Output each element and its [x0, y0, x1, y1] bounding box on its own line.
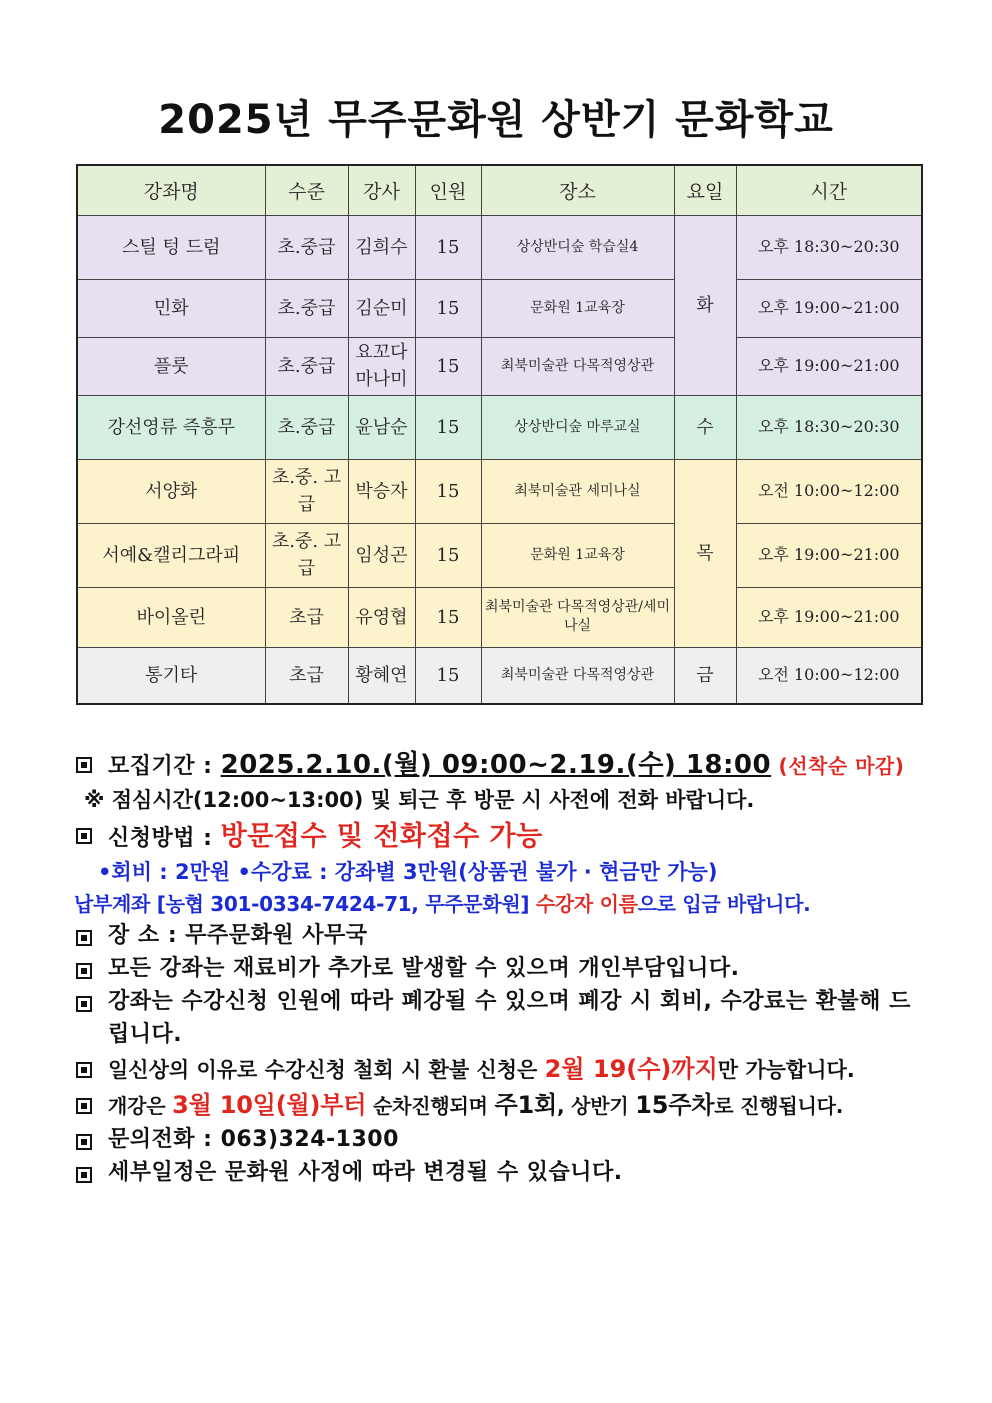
cell-count: 15 — [415, 459, 481, 523]
cell-course: 스틸 텅 드럼 — [77, 215, 265, 279]
cell-place: 문화원 1교육장 — [481, 279, 674, 337]
square-bullet-icon — [76, 963, 92, 979]
cancel-text: 강좌는 수강신청 인원에 따라 폐강될 수 있으며 폐강 시 회비, 수강료는 환불해 드립니다. — [108, 988, 911, 1047]
recruit-label: 모집기간 : — [108, 754, 221, 779]
recruit-period-line — [74, 746, 934, 785]
refund-line — [74, 1051, 934, 1087]
table-row — [77, 215, 922, 279]
cell-time: 오후 19:00~21:00 — [736, 279, 922, 337]
cell-day: 목 — [674, 459, 736, 647]
table-row — [77, 395, 922, 459]
cell-teacher: 박승자 — [348, 459, 415, 523]
header-course: 강좌명 — [77, 165, 265, 215]
cell-count: 15 — [415, 523, 481, 587]
start-weeks: 15주차 — [635, 1090, 715, 1119]
square-bullet-icon — [76, 1062, 92, 1078]
cell-time: 오후 19:00~21:00 — [736, 587, 922, 647]
cell-time: 오전 10:00~12:00 — [736, 647, 922, 704]
material-text: 모든 강좌는 재료비가 추가로 발생할 수 있으며 개인부담입니다. — [108, 955, 740, 981]
cell-teacher: 요꼬다 마나미 — [348, 337, 415, 395]
cell-place: 상상반디숲 학습실4 — [481, 215, 674, 279]
table-row — [77, 647, 922, 704]
account-line — [74, 889, 934, 919]
start-line — [74, 1087, 934, 1123]
cell-course: 강선영류 즉흥무 — [77, 395, 265, 459]
cell-time: 오후 19:00~21:00 — [736, 337, 922, 395]
cell-day: 금 — [674, 647, 736, 704]
cell-day: 수 — [674, 395, 736, 459]
cell-count: 15 — [415, 337, 481, 395]
table-header-row — [77, 165, 922, 215]
square-bullet-icon — [76, 996, 92, 1012]
square-bullet-icon — [76, 757, 92, 773]
cell-count: 15 — [415, 395, 481, 459]
phone-line — [74, 1123, 934, 1156]
header-teacher: 강사 — [348, 165, 415, 215]
recruit-period: 2025.2.10.(월) 09:00~2.19.(수) 18:00 — [220, 750, 772, 780]
cell-count: 15 — [415, 647, 481, 704]
header-level: 수준 — [265, 165, 348, 215]
header-count: 인원 — [415, 165, 481, 215]
cell-course: 플룻 — [77, 337, 265, 395]
square-bullet-icon — [76, 1098, 92, 1114]
material-line — [74, 952, 934, 985]
refund-deadline: 2월 19(수)까지 — [544, 1054, 718, 1083]
start-text-2: 순차진행되며 — [366, 1093, 495, 1118]
header-place: 장소 — [481, 165, 674, 215]
cell-level: 초.중급 — [265, 279, 348, 337]
lunch-notice: ※ 점심시간(12:00~13:00) 및 퇴근 후 방문 시 사전에 전화 바랍니다. — [84, 788, 755, 812]
location-line — [74, 919, 934, 952]
phone-text: 문의전화 : 063)324-1300 — [108, 1126, 399, 1152]
table-row — [77, 337, 922, 395]
cell-count: 15 — [415, 279, 481, 337]
change-line — [74, 1156, 934, 1189]
cell-course: 바이올린 — [77, 587, 265, 647]
page-title: 2025년 무주문화원 상반기 문화학교 — [158, 97, 834, 143]
apply-method-line — [74, 817, 934, 858]
start-frequency: 주1회 — [494, 1090, 557, 1119]
start-text-4: 로 진행됩니다. — [714, 1093, 844, 1118]
start-date: 3월 10일(월)부터 — [172, 1090, 367, 1119]
cell-level: 초.중. 고급 — [265, 523, 348, 587]
cell-level: 초.중급 — [265, 337, 348, 395]
account-info: 납부계좌 [농협 301-0334-7424-71, 무주문화원] — [74, 891, 536, 916]
cell-time: 오전 10:00~12:00 — [736, 459, 922, 523]
table-row — [77, 587, 922, 647]
cancel-line — [74, 985, 920, 1051]
account-suffix: 으로 입금 바랍니다. — [637, 891, 811, 916]
cell-place: 최북미술관 다목적영상관 — [481, 337, 674, 395]
cell-course: 서예&캘리그라피 — [77, 523, 265, 587]
cell-time: 오후 18:30~20:30 — [736, 215, 922, 279]
refund-suffix: 만 가능합니다. — [717, 1057, 855, 1082]
refund-text: 일신상의 이유로 수강신청 철회 시 환불 신청은 — [108, 1057, 545, 1082]
header-day: 요일 — [674, 165, 736, 215]
recruit-note: (선착순 마감) — [771, 754, 905, 778]
cell-teacher: 황혜연 — [348, 647, 415, 704]
fee-line: •회비 : 2만원 •수강료 : 강좌별 3만원(상품권 불가 · 현금만 가능) — [98, 860, 718, 884]
cell-course: 민화 — [77, 279, 265, 337]
cell-teacher: 김순미 — [348, 279, 415, 337]
cell-teacher: 유영협 — [348, 587, 415, 647]
square-bullet-icon — [76, 828, 92, 844]
cell-time: 오후 18:30~20:30 — [736, 395, 922, 459]
cell-place: 상상반디숲 마루교실 — [481, 395, 674, 459]
square-bullet-icon — [76, 930, 92, 946]
cell-level: 초.중급 — [265, 395, 348, 459]
cell-count: 15 — [415, 215, 481, 279]
cell-teacher: 윤남순 — [348, 395, 415, 459]
notice-section — [74, 746, 934, 1189]
cell-course: 서양화 — [77, 459, 265, 523]
start-text-3: , 상반기 — [556, 1093, 636, 1118]
account-name-highlight: 수강자 이름 — [535, 891, 638, 916]
table-row — [77, 459, 922, 523]
location-text: 장 소 : 무주문화원 사무국 — [108, 922, 368, 948]
cell-place: 최북미술관 다목적영상관/세미나실 — [481, 587, 674, 647]
cell-place: 최북미술관 다목적영상관 — [481, 647, 674, 704]
cell-teacher: 임성곤 — [348, 523, 415, 587]
schedule-table — [76, 164, 923, 705]
cell-level: 초급 — [265, 647, 348, 704]
cell-place: 문화원 1교육장 — [481, 523, 674, 587]
cell-count: 15 — [415, 587, 481, 647]
cell-course: 통기타 — [77, 647, 265, 704]
change-text: 세부일정은 문화원 사정에 따라 변경될 수 있습니다. — [108, 1159, 623, 1185]
cell-teacher: 김희수 — [348, 215, 415, 279]
cell-level: 초급 — [265, 587, 348, 647]
cell-time: 오후 19:00~21:00 — [736, 523, 922, 587]
cell-level: 초.중급 — [265, 215, 348, 279]
table-row — [77, 523, 922, 587]
table-row — [77, 279, 922, 337]
square-bullet-icon — [76, 1167, 92, 1183]
apply-value: 방문접수 및 전화접수 가능 — [220, 820, 543, 852]
start-text: 개강은 — [108, 1093, 173, 1118]
cell-day: 화 — [674, 215, 736, 395]
cell-place: 최북미술관 세미나실 — [481, 459, 674, 523]
cell-level: 초.중. 고급 — [265, 459, 348, 523]
header-time: 시간 — [736, 165, 922, 215]
apply-label: 신청방법 : — [108, 825, 221, 851]
square-bullet-icon — [76, 1134, 92, 1150]
